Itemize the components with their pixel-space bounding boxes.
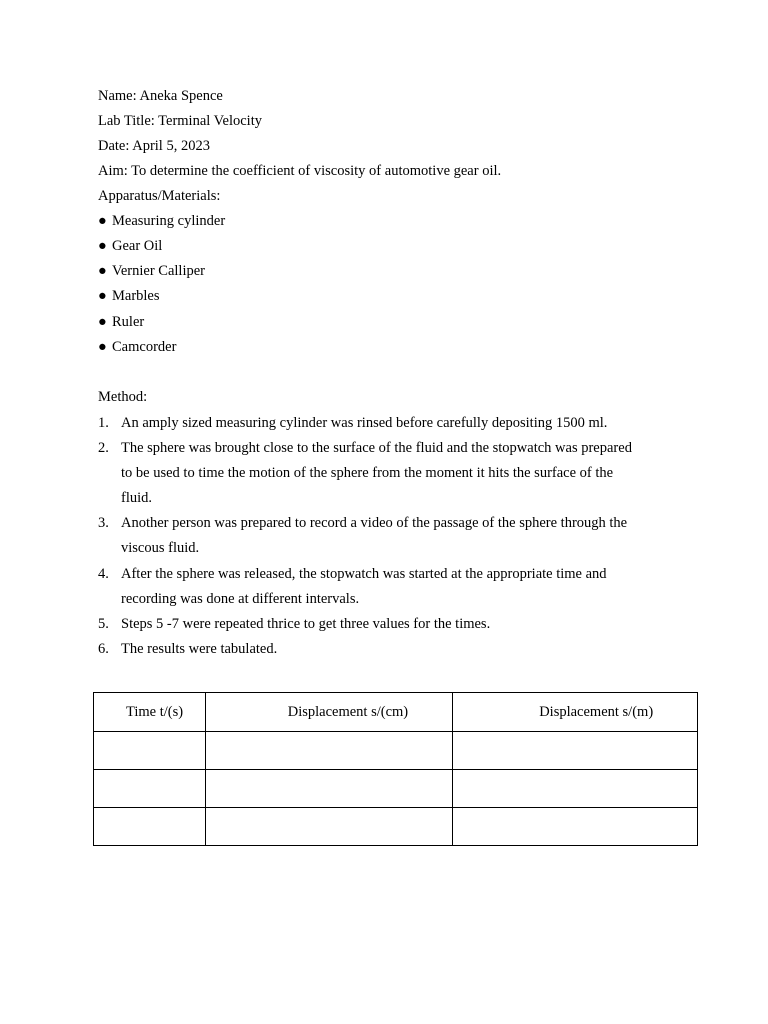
table-header-cell bbox=[453, 693, 698, 732]
method-heading: Method: bbox=[98, 389, 148, 405]
step-text: viscous fluid. bbox=[121, 540, 200, 556]
apparatus-heading: Apparatus/Materials: bbox=[98, 188, 221, 204]
table-row bbox=[94, 732, 698, 770]
lab-title-line: Lab Title: Terminal Velocity bbox=[98, 113, 262, 129]
step-text: to be used to time the motion of the sphere from the moment it hits the surface of the bbox=[121, 465, 614, 481]
step-text: Steps 5 -7 were repeated thrice to get three values for the times. bbox=[121, 616, 491, 632]
table-cell bbox=[453, 732, 698, 770]
table-cell bbox=[453, 770, 698, 808]
table-cell bbox=[453, 808, 698, 846]
step-text: The sphere was brought close to the surface of the fluid and the stopwatch was prepared bbox=[121, 440, 632, 456]
table-cell bbox=[205, 770, 452, 808]
bullet-icon: ● bbox=[98, 339, 107, 355]
apparatus-item-label: Camcorder bbox=[112, 339, 177, 355]
step-number: 1. bbox=[98, 415, 109, 431]
table-cell bbox=[94, 732, 206, 770]
apparatus-item bbox=[98, 287, 160, 305]
bullet-icon: ● bbox=[98, 238, 107, 254]
step-text: Another person was prepared to record a video of the passage of the sphere through the bbox=[121, 515, 628, 531]
bullet-icon: ● bbox=[98, 288, 107, 304]
apparatus-item-label: Measuring cylinder bbox=[112, 213, 226, 229]
bullet-icon: ● bbox=[98, 314, 107, 330]
apparatus-item bbox=[98, 237, 162, 255]
step-text: After the sphere was released, the stopwatch was started at the appropriate time and bbox=[121, 566, 607, 582]
apparatus-item bbox=[98, 338, 176, 356]
step-number: 4. bbox=[98, 566, 109, 582]
table-cell bbox=[94, 770, 206, 808]
header-time: Time t/(s) bbox=[126, 703, 184, 720]
apparatus-item bbox=[98, 262, 205, 280]
results-table bbox=[93, 692, 698, 846]
apparatus-item bbox=[98, 212, 225, 230]
table-row bbox=[94, 808, 698, 846]
table-cell bbox=[205, 732, 452, 770]
table-header-cell bbox=[205, 693, 452, 732]
aim-line: Aim: To determine the coefficient of viscosity of automotive gear oil. bbox=[98, 163, 502, 179]
step-text: An amply sized measuring cylinder was rinsed before carefully depositing 1500 ml. bbox=[121, 415, 608, 431]
table-cell bbox=[94, 808, 206, 846]
apparatus-item-label: Ruler bbox=[112, 314, 145, 330]
bullet-icon: ● bbox=[98, 213, 107, 229]
header-displacement-cm: Displacement s/(cm) bbox=[287, 703, 409, 720]
name-line: Name: Aneka Spence bbox=[98, 88, 223, 104]
step-text: The results were tabulated. bbox=[121, 641, 278, 657]
header-displacement-m: Displacement s/(m) bbox=[539, 703, 654, 720]
table-header-cell bbox=[94, 693, 206, 732]
step-text: recording was done at different intervals. bbox=[121, 591, 360, 607]
table-row bbox=[94, 770, 698, 808]
apparatus-item-label: Gear Oil bbox=[112, 238, 163, 254]
step-number: 5. bbox=[98, 616, 109, 632]
apparatus-item-label: Vernier Calliper bbox=[112, 263, 206, 279]
table-cell bbox=[205, 808, 452, 846]
apparatus-item-label: Marbles bbox=[112, 288, 160, 304]
table-header-row bbox=[94, 693, 698, 732]
apparatus-item bbox=[98, 313, 144, 331]
step-number: 3. bbox=[98, 515, 109, 531]
step-number: 2. bbox=[98, 440, 109, 456]
date-line: Date: April 5, 2023 bbox=[98, 138, 210, 154]
step-text: fluid. bbox=[121, 490, 153, 506]
step-number: 6. bbox=[98, 641, 109, 657]
bullet-icon: ● bbox=[98, 263, 107, 279]
